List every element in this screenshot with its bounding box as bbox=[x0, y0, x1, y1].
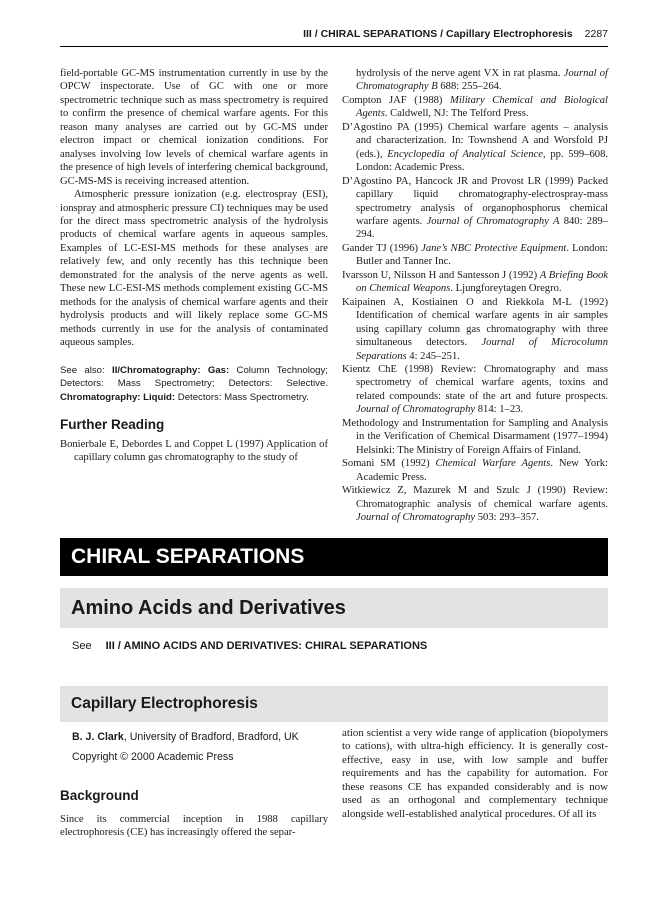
reference-item bbox=[342, 121, 608, 175]
left-column bbox=[60, 67, 328, 465]
background-heading: Background bbox=[60, 788, 139, 803]
author-affiliation: , University of Bradford, Bradford, UK bbox=[123, 731, 299, 743]
reference-citation: . New York: Academic Press. bbox=[356, 458, 608, 483]
reference-item bbox=[342, 94, 608, 121]
author-name: B. J. Clark bbox=[72, 731, 124, 743]
reference-source-title: Chemical Warfare Agents bbox=[435, 458, 551, 470]
reference-citation: . Ljungforeytagen Oregro. bbox=[450, 283, 562, 295]
reference-source-title: Journal of Chromatography B bbox=[356, 68, 608, 93]
see-also-link-gas[interactable]: II/Chromatography: Gas: bbox=[112, 364, 230, 376]
reference-citation: 840: 289–294. bbox=[356, 215, 608, 241]
reference-text: D’Agostino PA (1995) Chemical warfare agents – analysis and characterization. In: Townshend A and Worsfold PJ (eds.), bbox=[342, 121, 608, 160]
reference-source-title: Journal of Chromatography bbox=[356, 404, 476, 416]
body-paragraph-2: Atmospheric pressure ionization (e.g. electrospray (ESI), ionspray and atmospheric pressure CI) techniques may be used for the direct mass spectrometric analysis of the hydrolysis products of chemical warfare agents in aqueous samples. Examples of LC-ESI-MS methods for these analyses are relatively few, and only recently has this technique been demonstrated for the analysis of the nerve agents as well. These new LC-ESI-MS methods complement existing GC-MS methods for the analysis of chemical warfare agents and their hydrolysis products and will likely replace some GC-MS methods currently in use for the analysis of contaminated aqueous samples. bbox=[60, 189, 328, 349]
reference-text: Kientz ChE (1998) Review: Chromatography and mass spectrometry of chemical warfare agents, toxins and related compounds: state of the art and future prospects. bbox=[342, 363, 608, 402]
reference-text: Methodology and Instrumentation for Sampling and Analysis in the Verification of Chemical Disarmament (1977–1994) Helsinki: The Ministry of Foreign Affairs of Finland. bbox=[342, 417, 608, 456]
see-also-text-liquid[interactable]: Detectors: Mass Spectrometry. bbox=[177, 391, 309, 403]
chiral-separations-heading: CHIRAL SEPARATIONS bbox=[60, 538, 608, 576]
see-also-label: See also: bbox=[60, 364, 105, 376]
see-also-link-liquid[interactable]: Chromatography: Liquid: bbox=[60, 391, 176, 403]
reference-text: D’Agostino PA, Hancock JR and Provost LR (1999) Packed capillary liquid chromatography-electrospray-mass spectrometry analysis of organophosphorus chemical warfare agents. bbox=[342, 175, 608, 227]
capillary-electrophoresis-heading: Capillary Electrophoresis bbox=[60, 686, 608, 722]
reference-citation: 503: 293–357. bbox=[475, 511, 539, 523]
reference-source-title: Journal of Chromatography bbox=[356, 511, 476, 523]
reference-text: Somani SM (1992) bbox=[342, 458, 436, 470]
reference-text: Ivarsson U, Nilsson H and Santesson J (1992) bbox=[342, 269, 540, 281]
author-line bbox=[72, 731, 299, 743]
reference-item bbox=[342, 484, 608, 524]
see-crossref bbox=[72, 640, 427, 652]
reference-source-title: Military Chemical and Biological Agents bbox=[356, 94, 608, 120]
copyright-line: Copyright © 2000 Academic Press bbox=[72, 751, 234, 763]
reference-citation: 688: 255–264. bbox=[437, 81, 502, 93]
reference-citation: . London: Butler and Tanner Inc. bbox=[356, 242, 608, 268]
reference-text: Compton JAF (1988) bbox=[342, 94, 450, 106]
reference-item bbox=[342, 457, 608, 484]
header-section: III / CHIRAL SEPARATIONS / Capillary Electrophoresis bbox=[303, 28, 573, 40]
reference-source-title: A Briefing Book on Chemical Weapons bbox=[356, 269, 608, 295]
reference-citation: . Caldwell, NJ: The Telford Press. bbox=[384, 108, 529, 120]
reference-text: Witkiewicz Z, Mazurek M and Szulc J (1990) Review: Chromatographic analysis of chemical warfare agents. bbox=[342, 485, 608, 510]
reference-text: Kaipainen A, Kostiainen O and Riekkola M-L (1992) Identification of chemical warfare agents in air samples using capillary column gas chromatography with three simultaneous detectors. bbox=[342, 296, 608, 349]
see-target-link[interactable]: III / AMINO ACIDS AND DERIVATIVES: CHIRAL SEPARATIONS bbox=[105, 640, 428, 652]
reference-item bbox=[342, 175, 608, 242]
reference-item bbox=[342, 67, 608, 94]
reference-bonierbale: Bonierbale E, Debordes L and Coppet L (1997) Application of capillary column gas chromatography to the study of bbox=[60, 438, 328, 464]
reference-text: hydrolysis of the nerve agent VX in rat plasma. bbox=[356, 68, 564, 79]
reference-item bbox=[342, 363, 608, 417]
reference-source-title: Jane’s NBC Protective Equipment bbox=[421, 242, 567, 254]
further-reading-heading: Further Reading bbox=[60, 417, 165, 433]
reference-item bbox=[342, 269, 608, 296]
reference-item bbox=[342, 242, 608, 269]
reference-citation: 814: 1–23. bbox=[475, 404, 524, 416]
reference-item bbox=[342, 417, 608, 457]
background-right-text: ation scientist a very wide range of application (biopolymers to cations), with ultra-high efficiency. It is generally cost-effective, easy in use, with low sample and buffer requirements and has the capability for automation. For these reasons CE has expanded considerably and is now used as an orthogonal and complementary technique alongside well-established analytical procedures. Of all its bbox=[342, 727, 608, 820]
body-paragraph-1: field-portable GC-MS instrumentation currently in use by the OPCW inspectorate. Use of GC with one or more spectrometric technique such as mass spectrometry is required to confirm the presence of chemical warfare agents. For this reason many analyses are carried out by GC-MS under electron impact or chemical ionization conditions. For analyses involving low levels of chemical warfare agents in the presence of high levels of interfering chemical background, GC-MS-MS is receiving increased attention. bbox=[60, 68, 328, 187]
reference-source-title: Journal of Microcolumn Separations bbox=[356, 337, 608, 362]
right-column-references bbox=[342, 67, 608, 524]
running-header bbox=[60, 28, 608, 47]
reference-source-title: Journal of Chromatography A bbox=[426, 215, 560, 227]
reference-citation: , pp. 599–608. London: Academic Press. bbox=[356, 148, 609, 174]
see-also-block bbox=[60, 364, 328, 405]
amino-acids-heading: Amino Acids and Derivatives bbox=[60, 588, 608, 628]
reference-item bbox=[342, 296, 608, 363]
page-number: 2287 bbox=[584, 28, 608, 40]
see-also-text-gas[interactable]: Column Technology; Detectors: Mass Spectrometry; Detectors: Selective. bbox=[60, 364, 328, 390]
see-label: See bbox=[72, 640, 92, 652]
background-left-text: Since its commercial inception in 1988 capillary electrophoresis (CE) has increasingly offered the separ- bbox=[60, 814, 328, 839]
reference-text: Gander TJ (1996) bbox=[342, 242, 422, 254]
reference-source-title: Encyclopedia of Analytical Science bbox=[387, 148, 543, 160]
reference-citation: 4: 245–251. bbox=[406, 350, 460, 362]
